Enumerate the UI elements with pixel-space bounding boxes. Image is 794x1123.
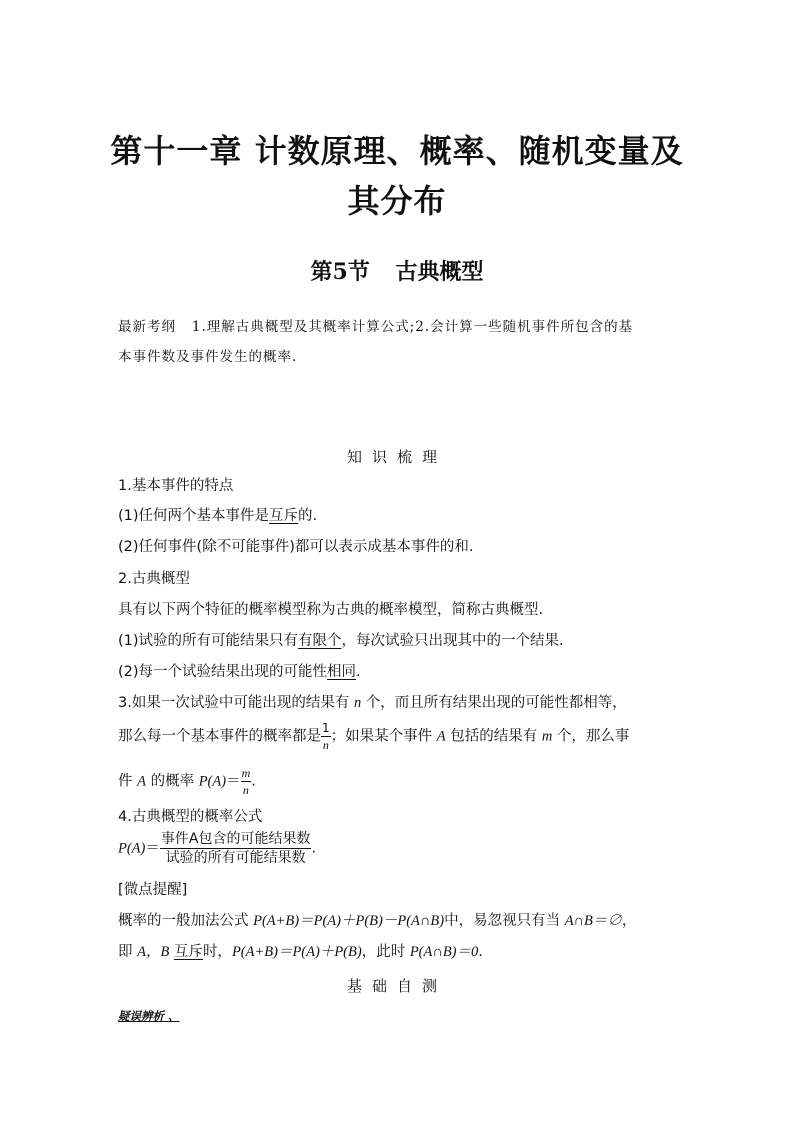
p8-eq: ＝ — [226, 773, 241, 790]
tip-label: [微点提醒] — [118, 882, 188, 898]
tip1-a: 概率的一般加法公式 — [118, 913, 254, 929]
p5-underline: 相同 — [327, 664, 357, 680]
p7-m: m — [541, 728, 553, 745]
syllabus-line1 — [118, 321, 633, 335]
p1-pre: (1)任何两个基本事件是 — [118, 508, 270, 524]
p5-pre: (2)每一个试验结果出现的可能性 — [118, 664, 328, 680]
tip2-underline: 互斥 — [173, 944, 203, 960]
p8-A: A — [137, 773, 146, 790]
tip2-end: . — [478, 944, 483, 960]
formula-end: . — [311, 840, 317, 857]
chapter-title-line2: 其分布 — [347, 182, 447, 220]
p7-b: ；如果某个事件 — [330, 728, 437, 745]
p1-underline: 互斥 — [269, 508, 299, 524]
p8-b: 的概率 — [145, 773, 199, 790]
p1-post: 的. — [298, 508, 318, 524]
heading-basic: 基础自测 — [346, 977, 447, 995]
p4-pre: (1)试验的所有可能结果只有 — [118, 633, 299, 649]
tip2-a: 即 — [118, 944, 138, 960]
formula-denominator: 试验的所有可能结果数 — [165, 850, 306, 866]
item-p4 — [118, 634, 564, 649]
tip2-AB: A，B — [137, 944, 170, 960]
heading-knowledge: 知识梳理 — [346, 448, 447, 466]
syllabus-label: 最新考纲 — [118, 319, 176, 335]
chapter-title-line1: 第十一章 计数原理、概率、随机变量及 — [110, 132, 684, 170]
p8-P: P(A) — [198, 773, 227, 790]
p6-b: 个，而且所有结果出现的可能性都相等， — [361, 695, 627, 711]
tip1-b: 中，易忽视只有当 — [444, 913, 565, 929]
item-p5 — [118, 665, 361, 680]
p7-frac-num: 1 — [322, 721, 330, 735]
tip2-c: ，此时 — [361, 944, 410, 960]
formula-eq: ＝ — [145, 840, 160, 857]
syllabus-text-1: 1.理解古典概型及其概率计算公式;2.会计算一些随机事件所包含的基 — [191, 319, 634, 335]
p8-a: 件 — [118, 773, 138, 790]
p5-post: . — [356, 664, 361, 680]
p7-frac-den: n — [322, 738, 329, 752]
tip1-d: ， — [621, 913, 637, 929]
item-heading-1: 1.基本事件的特点 — [118, 478, 234, 494]
tip2-b: 时， — [202, 944, 232, 960]
p4-underline: 有限个 — [298, 633, 342, 649]
p8-fraction — [241, 767, 252, 796]
tip-line2 — [118, 945, 483, 960]
tip1-condition: A∩B＝∅ — [564, 913, 622, 929]
item-p8 — [118, 767, 256, 796]
item-p7 — [118, 722, 629, 751]
tip2-result: P(A∩B)＝0 — [409, 944, 479, 960]
syllabus-line2: 本事件数及事件发生的概率. — [118, 349, 298, 365]
p7-A: A — [436, 728, 446, 745]
p7-fraction — [321, 722, 331, 751]
p7-c: 包括的结果有 — [445, 728, 542, 745]
p8-frac-num: m — [241, 766, 251, 780]
item-p2: (2)任何事件(除不可能事件)都可以表示成基本事件的和. — [118, 539, 474, 555]
item-p3: 具有以下两个特征的概率模型称为古典的概率模型，简称古典概型. — [118, 602, 544, 618]
p7-d: 个，那么事 — [552, 728, 630, 745]
footer-tag: 疑误辨析 、 — [118, 1009, 180, 1023]
item-heading-2: 2.古典概型 — [118, 571, 190, 587]
p8-frac-den: n — [242, 783, 249, 797]
formula-P: P(A) — [118, 840, 146, 857]
p8-end: . — [251, 773, 256, 790]
tip-line1 — [118, 914, 636, 929]
item-p6 — [118, 696, 627, 711]
p4-post: ，每次试验只出现其中的一个结果. — [341, 633, 564, 649]
p7-a: 那么每一个基本事件的概率都是 — [118, 728, 321, 745]
formula-fraction — [160, 832, 312, 865]
tip1-formula: P(A+B)＝P(A)＋P(B)－P(A∩B) — [253, 913, 445, 929]
probability-formula — [118, 832, 316, 865]
section-title: 第5节 古典概型 — [310, 259, 484, 285]
p6-a: 3.如果一次试验中可能出现的结果有 — [118, 695, 354, 711]
item-p1 — [118, 509, 317, 524]
tip2-formula: P(A+B)＝P(A)＋P(B) — [231, 944, 362, 960]
p6-n: n — [353, 695, 362, 711]
formula-numerator: 事件A包含的可能结果数 — [160, 831, 311, 847]
item-heading-4: 4.古典概型的概率公式 — [118, 809, 263, 825]
